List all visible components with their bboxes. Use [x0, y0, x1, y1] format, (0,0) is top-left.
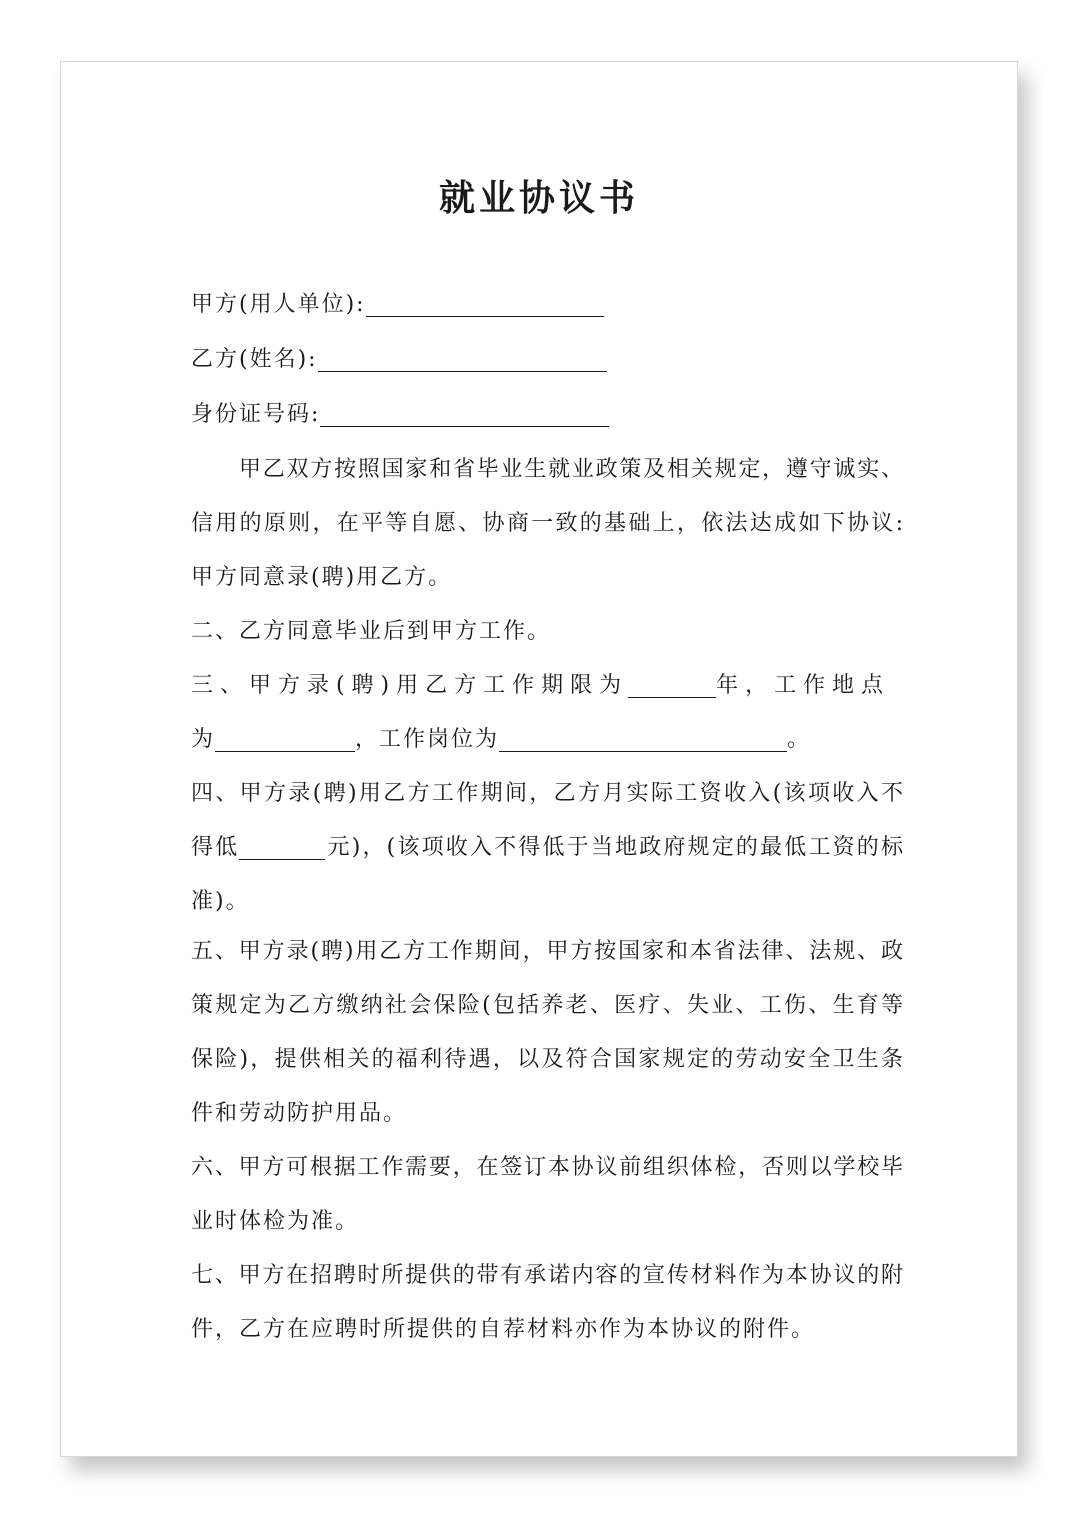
- clause-6-line-2: 业时体检为准。: [191, 1209, 360, 1234]
- party-b-blank[interactable]: [318, 345, 607, 372]
- work-term-blank[interactable]: [628, 671, 716, 698]
- clause-3-line-2: [191, 722, 903, 758]
- clause-2: 二、乙方同意毕业后到甲方工作。: [191, 619, 552, 644]
- intro-line-3: 甲方同意录(聘)用乙方。: [191, 565, 453, 590]
- clause-4-line-3: 准)。: [191, 889, 250, 914]
- clause-5-line-2: 策规定为乙方缴纳社会保险(包括养老、医疗、失业、工伤、生育等: [191, 993, 903, 1018]
- id-number-blank[interactable]: [320, 400, 609, 427]
- clause-3-position-text: ，工作岗位为: [355, 727, 500, 752]
- clause-3-term-text: 三 、 甲 方 录 ( 聘 ) 用 乙 方 工 作 期 限 为: [191, 673, 622, 698]
- party-b-field: [191, 342, 903, 378]
- document-page: [60, 61, 1018, 1457]
- intro-line-2: 信用的原则，在平等自愿、协商一致的基础上，依法达成如下协议:: [191, 511, 903, 536]
- clause-5-line-1: 五、甲方录(聘)用乙方工作期间，甲方按国家和本省法律、法规、政: [191, 939, 903, 964]
- clause-5-line-4: 件和劳动防护用品。: [191, 1101, 408, 1126]
- clause-4-line-1: 四、甲方录(聘)用乙方工作期间，乙方月实际工资收入(该项收入不: [191, 781, 903, 806]
- clause-3-line-1: [191, 668, 903, 704]
- party-a-field: [191, 287, 903, 323]
- clause-7-line-1: 七、甲方在招聘时所提供的带有承诺内容的宣传材料作为本协议的附: [191, 1263, 903, 1288]
- id-number-field: [191, 397, 903, 433]
- intro-line-1: 甲乙双方按照国家和省毕业生就业政策及相关规定，遵守诚实、: [239, 457, 903, 482]
- party-a-blank[interactable]: [366, 290, 604, 317]
- clause-5-line-3: 保险)，提供相关的福利待遇，以及符合国家规定的劳动安全卫生条: [191, 1047, 903, 1072]
- party-a-label: 甲方(用人单位):: [191, 292, 366, 317]
- clause-3-wei-text: 为: [191, 727, 216, 752]
- party-b-label: 乙方(姓名):: [191, 347, 318, 372]
- work-position-blank[interactable]: [499, 725, 787, 752]
- id-number-label: 身份证号码:: [191, 402, 321, 427]
- clause-4-min-text: 得低: [191, 835, 240, 860]
- clause-3-end: 。: [787, 727, 812, 752]
- min-wage-blank[interactable]: [239, 833, 325, 860]
- clause-4-line-2: [191, 830, 903, 866]
- document-title: 就业协议书: [438, 178, 639, 219]
- clause-6-line-1: 六、甲方可根据工作需要，在签订本协议前组织体检，否则以学校毕: [191, 1155, 903, 1180]
- clause-4-rest-text: 元)，(该项收入不得低于当地政府规定的最低工资的标: [325, 835, 903, 860]
- work-location-blank[interactable]: [215, 725, 355, 752]
- clause-7-line-2: 件，乙方在应聘时所提供的自荐材料亦作为本协议的附件。: [191, 1317, 816, 1342]
- clause-3-location-text: 年 ， 工 作 地 点: [716, 673, 884, 698]
